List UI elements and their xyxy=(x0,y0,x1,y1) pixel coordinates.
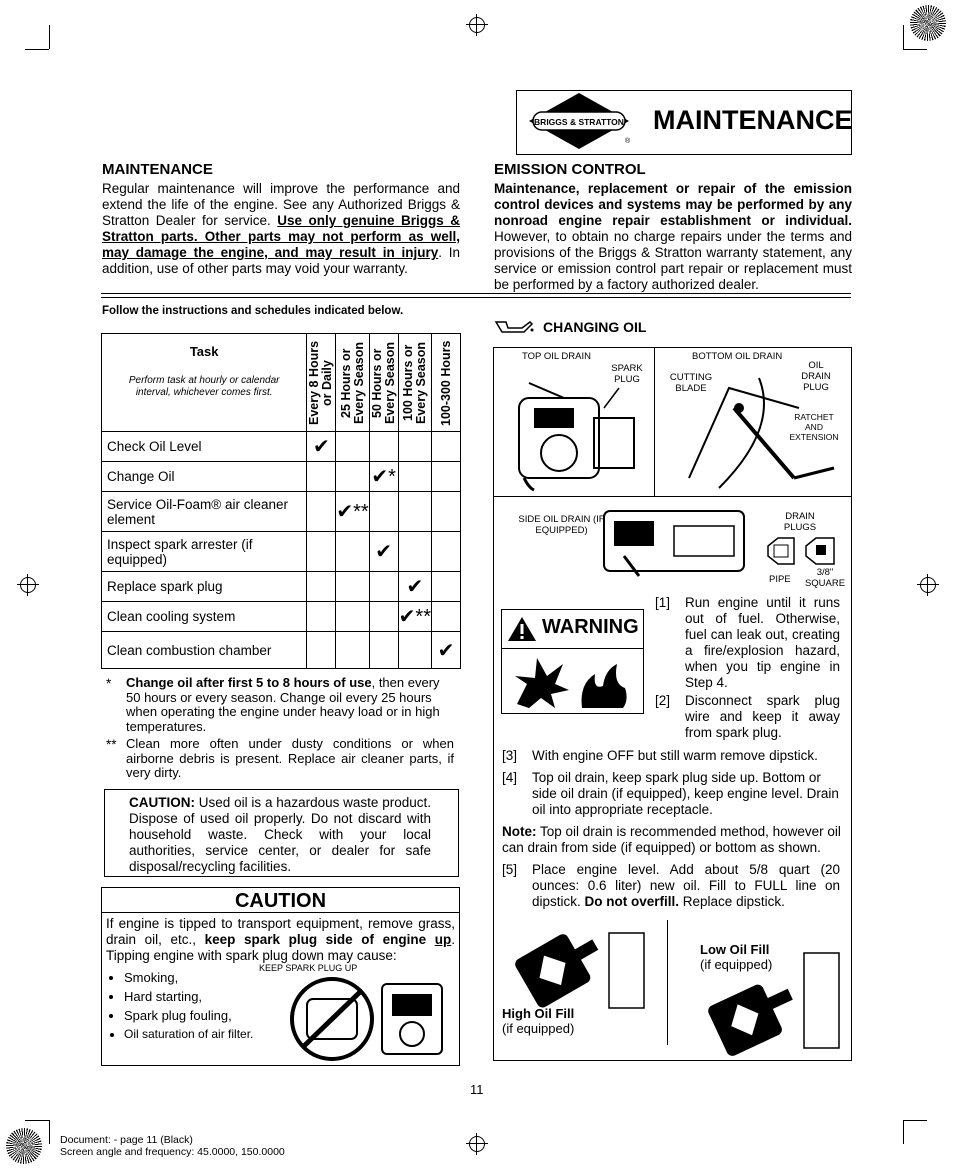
footnote-marker: * xyxy=(106,676,112,691)
high-oil-fill-label: High Oil Fill xyxy=(502,1006,575,1021)
page-number: 11 xyxy=(470,1082,484,1097)
column-header: Every 8 Hours or Daily xyxy=(307,334,336,432)
maintenance-heading: MAINTENANCE xyxy=(102,161,213,178)
tipping-caution-box xyxy=(101,887,460,1066)
task-cell: Check Oil Level xyxy=(102,432,307,462)
footer-line: Screen angle and frequency: 45.0000, 150.0000 xyxy=(60,1146,285,1158)
check-mark-cell xyxy=(336,432,369,462)
registration-mark-icon xyxy=(469,1136,485,1152)
maintenance-paragraph: Regular maintenance will improve the performance and extend the life of the engine. See any Authorized Briggs & Stratton Dealer for service. Use only genuine Briggs & Stratton parts. Other parts may not perform as well, may damage the engine, and may result in injury. In addition, use of other parts may void your warranty. xyxy=(102,181,460,276)
crop-mark xyxy=(903,1120,904,1144)
low-oil-fill-label: Low Oil Fill xyxy=(700,942,770,957)
check-mark-cell xyxy=(336,532,369,572)
task-header-cell xyxy=(102,334,307,432)
warning-triangle-icon xyxy=(506,615,538,643)
ratchet-label: RATCHET AND EXTENSION xyxy=(789,412,839,442)
crop-mark xyxy=(25,1120,49,1121)
schedule-header-row xyxy=(102,334,461,432)
check-mark-cell xyxy=(432,572,461,602)
warning-header xyxy=(502,610,643,649)
step-number: [3] xyxy=(502,748,518,763)
title-box xyxy=(516,90,852,155)
check-mark-cell xyxy=(398,492,431,532)
used-oil-caution-box xyxy=(104,789,459,877)
task-cell: Service Oil-Foam® air cleaner element xyxy=(102,492,307,532)
list-item: • Spark plug fouling, xyxy=(124,1006,284,1025)
caution-title: CAUTION xyxy=(102,888,459,913)
task-cell: Change Oil xyxy=(102,462,307,492)
warning-title: WARNING xyxy=(542,616,639,638)
side-drain-illustration xyxy=(594,501,754,581)
oil-can-icon xyxy=(494,318,534,334)
check-mark-cell xyxy=(398,432,431,462)
check-mark-cell xyxy=(336,602,369,632)
check-mark-cell xyxy=(307,532,336,572)
changing-oil-box xyxy=(493,347,852,1061)
list-item: • Hard starting, xyxy=(124,987,284,1006)
check-mark-cell xyxy=(307,572,336,602)
table-row xyxy=(102,602,461,632)
emission-heading: EMISSION CONTROL xyxy=(494,161,646,178)
list-item: • Smoking, xyxy=(124,968,284,987)
check-mark-cell: ✔** xyxy=(398,602,431,632)
task-header: Task xyxy=(189,344,219,359)
check-mark-cell: ✔* xyxy=(369,462,398,492)
low-oil-fill-sublabel: (if equipped) xyxy=(700,957,773,972)
instructions-text: Follow the instructions and schedules indicated below. xyxy=(102,305,404,317)
task-cell: Replace spark plug xyxy=(102,572,307,602)
table-row xyxy=(102,492,461,532)
drain-plugs-icon xyxy=(764,536,839,571)
note-text: Note: Top oil drain is recommended method, however oil can drain from side (if equipped) or bottom as shown. xyxy=(502,824,841,855)
step-number: [4] xyxy=(502,770,518,785)
changing-oil-heading: CHANGING OIL xyxy=(543,319,647,335)
step-text: With engine OFF but still warm remove dipstick. xyxy=(532,748,818,763)
spark-plug-label: SPARK PLUG xyxy=(611,363,643,385)
emission-paragraph: Maintenance, replacement or repair of the emission control devices and systems may be performed by any nonroad engine repair establishment or individual. However, to obtain no charge repairs under the terms and provisions of the Briggs & Stratton warranty statement, any service or emission control part repair or replacement must be performed by a factory authorized dealer. xyxy=(494,181,852,292)
footer-line: Document: - page 11 (Black) xyxy=(60,1134,193,1146)
step-number: [5] xyxy=(502,862,518,877)
print-footer xyxy=(60,1134,285,1158)
low-oil-fill-illustration xyxy=(694,948,844,1056)
keep-spark-plug-up-label: KEEP SPARK PLUG UP xyxy=(259,963,358,973)
registration-mark-icon xyxy=(469,17,485,33)
starburst-target-icon xyxy=(6,1128,42,1164)
high-oil-fill-illustration xyxy=(504,923,654,1013)
high-oil-fill-sublabel: (if equipped) xyxy=(502,1021,575,1036)
table-row xyxy=(102,532,461,572)
check-mark-cell: ✔ xyxy=(307,432,336,462)
check-mark-cell xyxy=(432,602,461,632)
table-row xyxy=(102,632,461,669)
step-text: Place engine level. Add about 5/8 quart (20 ounces: 0.6 liter) new oil. Fill to FULL line on dipstick. Do not overfill. Replace dipstick. xyxy=(532,862,840,909)
used-oil-caution-text: CAUTION: Used oil is a hazardous waste product. Dispose of used oil properly. Do not discard with household waste. Check with your local authorities, service center, or dealer for safe disposal/recycling facilities. xyxy=(129,795,431,874)
divider xyxy=(101,297,851,298)
warning-box xyxy=(501,609,644,714)
check-mark-cell xyxy=(398,632,431,669)
check-mark-cell xyxy=(307,602,336,632)
task-subheader: Perform task at hourly or calendar interval, whichever comes first. xyxy=(128,375,280,398)
task-cell: Clean combustion chamber xyxy=(102,632,307,669)
registration-mark-icon xyxy=(20,577,36,593)
check-mark-cell xyxy=(369,602,398,632)
square-label: 3/8" SQUARE xyxy=(804,567,846,589)
check-mark-cell xyxy=(369,572,398,602)
cutting-blade-label: CUTTING BLADE xyxy=(669,372,713,394)
column-header: 25 Hours or Every Season xyxy=(336,334,369,432)
step-text: Disconnect spark plug wire and keep it away from spark plug. xyxy=(685,693,840,740)
pipe-label: PIPE xyxy=(769,574,791,585)
check-mark-cell xyxy=(432,432,461,462)
explosion-fire-icon xyxy=(507,654,637,710)
drain-plugs-label: DRAIN PLUGS xyxy=(783,511,817,533)
check-mark-cell: ✔ xyxy=(369,532,398,572)
registration-mark-icon xyxy=(920,577,936,593)
table-row xyxy=(102,462,461,492)
check-mark-cell xyxy=(307,632,336,669)
check-mark-cell xyxy=(307,462,336,492)
top-drain-engine-illustration xyxy=(509,378,644,493)
column-header: 100-300 Hours xyxy=(432,334,461,432)
check-mark-cell xyxy=(398,532,431,572)
footnote-marker: ** xyxy=(106,737,117,752)
column-header: 50 Hours or Every Season xyxy=(369,334,398,432)
crop-mark xyxy=(25,49,49,50)
check-mark-cell xyxy=(336,572,369,602)
crop-mark xyxy=(49,25,50,49)
check-mark-cell xyxy=(432,532,461,572)
crop-mark xyxy=(903,25,904,49)
check-mark-cell: ✔** xyxy=(336,492,369,532)
crop-mark xyxy=(903,1120,927,1121)
caution-bullet-list xyxy=(106,968,284,1044)
footnote-1: Change oil after first 5 to 8 hours of use, then every 50 hours or every season. Change oil every 25 hours when operating the engine under heavy load or in high temperatures. xyxy=(126,675,440,734)
top-oil-drain-label: TOP OIL DRAIN xyxy=(522,351,591,362)
check-mark-cell xyxy=(307,492,336,532)
check-mark-cell xyxy=(336,632,369,669)
step-text: Top oil drain, keep spark plug side up. Bottom or side oil drain (if equipped), keep engine level. Drain oil into appropriate receptacle. xyxy=(532,770,839,817)
table-row xyxy=(102,572,461,602)
check-mark-cell: ✔ xyxy=(398,572,431,602)
check-mark-cell xyxy=(369,632,398,669)
list-item: • Oil saturation of air filter. xyxy=(124,1025,284,1044)
engine-tipping-illustration xyxy=(282,974,452,1064)
check-mark-cell xyxy=(369,492,398,532)
check-mark-cell xyxy=(432,492,461,532)
starburst-target-icon xyxy=(910,5,946,41)
table-row xyxy=(102,432,461,462)
page-title: MAINTENANCE xyxy=(653,105,853,135)
divider xyxy=(494,496,851,497)
task-cell: Inspect spark arrester (if equipped) xyxy=(102,532,307,572)
check-mark-cell: ✔ xyxy=(432,632,461,669)
check-mark-cell xyxy=(398,462,431,492)
divider xyxy=(101,293,851,294)
check-mark-cell xyxy=(369,432,398,462)
divider xyxy=(654,348,655,496)
check-mark-cell xyxy=(432,462,461,492)
task-cell: Clean cooling system xyxy=(102,602,307,632)
maintenance-schedule-table xyxy=(101,333,461,669)
bottom-drain-illustration xyxy=(659,368,844,493)
step-number: [2] xyxy=(655,693,671,708)
crop-mark xyxy=(49,1120,50,1144)
oil-drain-plug-label: OIL DRAIN PLUG xyxy=(801,360,831,393)
crop-mark xyxy=(903,49,927,50)
registered-mark: ® xyxy=(625,138,631,145)
side-oil-drain-label: SIDE OIL DRAIN (IF EQUIPPED) xyxy=(518,514,605,536)
bottom-oil-drain-label: BOTTOM OIL DRAIN xyxy=(692,351,783,362)
check-mark-cell xyxy=(336,462,369,492)
column-header: 100 Hours or Every Season xyxy=(398,334,431,432)
logo-text: BRIGGS & STRATTON xyxy=(534,117,624,127)
caution-text: If engine is tipped to transport equipment, remove grass, drain oil, etc., keep spark plug side of engine up. Tipping engine with spark plug down may cause: xyxy=(106,916,455,963)
footnote-2: Clean more often under dusty conditions or when airborne debris is present. Replace air cleaner parts, if very dirty. xyxy=(126,736,454,780)
briggs-stratton-logo xyxy=(525,91,633,153)
divider xyxy=(667,920,668,1045)
step-number: [1] xyxy=(655,595,671,610)
step-text: Run engine until it runs out of fuel. Otherwise, fuel can leak out, creating a fire/explosion hazard, when you tip engine in Step 4. xyxy=(685,595,840,690)
